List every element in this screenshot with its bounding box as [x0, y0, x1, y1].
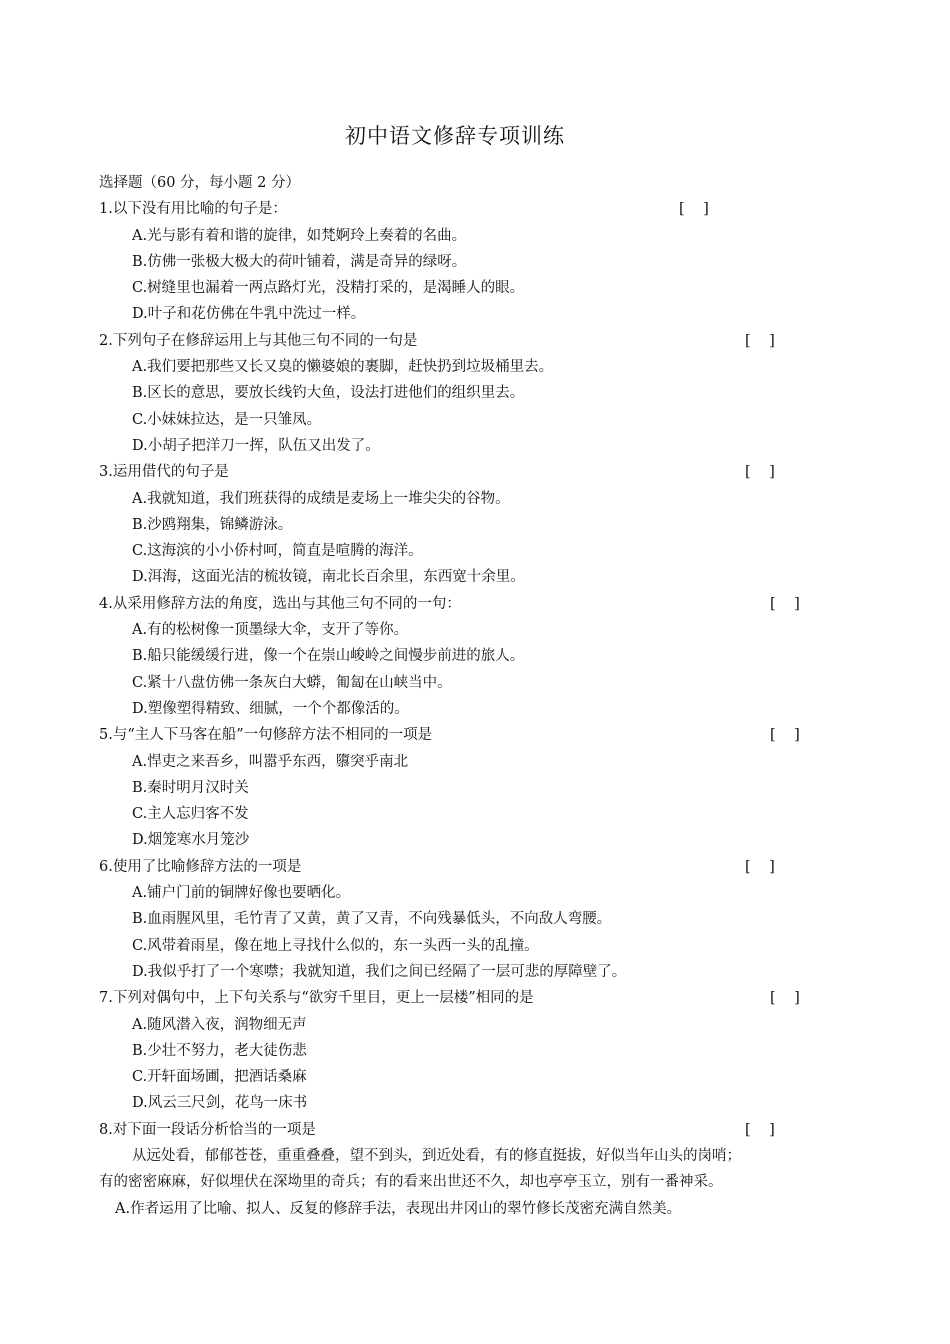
question-6-option-c: C.风带着雨星，像在地上寻找什么似的，东一头西一头的乱撞。 [132, 937, 539, 954]
answer-bracket: [ ] [770, 595, 800, 612]
question-5-option-a: A.悍吏之来吾乡，叫嚣乎东西，隳突乎南北 [132, 753, 409, 770]
question-1-stem [99, 196, 859, 222]
question-7-option-b: B.少壮不努力，老大徒伤悲 [132, 1042, 307, 1059]
question-3-option-a: A.我就知道，我们班获得的成绩是麦场上一堆尖尖的谷物。 [132, 490, 510, 507]
question-4-stem [99, 591, 859, 617]
question-8-passage-line-2: 有的密密麻麻，好似埋伏在深坳里的奇兵；有的看来出世还不久，却也亭亭玉立，别有一番神采。 [99, 1174, 723, 1191]
question-stem-text: 3.运用借代的句子是 [99, 464, 229, 481]
question-3-stem [99, 459, 859, 485]
question-stem-text: 1.以下没有用比喻的句子是： [99, 201, 287, 218]
question-stem-text: 5.与“主人下马客在船”一句修辞方法不相同的一项是 [99, 727, 433, 744]
question-5-option-d: D.烟笼寒水月笼沙 [132, 832, 250, 849]
question-3-option-c: C.这海滨的小小侨村呵，简直是喧腾的海洋。 [132, 543, 423, 560]
question-5-option-c: C.主人忘归客不发 [132, 806, 249, 823]
answer-bracket: [ ] [745, 1121, 775, 1138]
question-4-option-b: B.船只能缓缓行进，像一个在崇山峻岭之间慢步前进的旅人。 [132, 648, 525, 665]
answer-bracket: [ ] [745, 858, 775, 875]
question-2-option-b: B.区长的意思，要放长线钓大鱼，设法打进他们的组织里去。 [132, 385, 525, 402]
question-6-option-b: B.血雨腥风里，毛竹青了又黄，黄了又青，不向残暴低头，不向敌人弯腰。 [132, 911, 612, 928]
question-6-option-a: A.铺户门前的铜牌好像也要晒化。 [132, 885, 351, 902]
question-5-stem [99, 722, 859, 748]
answer-bracket: [ ] [770, 990, 800, 1007]
question-1-option-d: D.叶子和花仿佛在牛乳中洗过一样。 [132, 306, 366, 323]
question-stem-text: 8.对下面一段话分析恰当的一项是 [99, 1121, 316, 1138]
question-stem-text: 6.使用了比喻修辞方法的一项是 [99, 858, 302, 875]
question-2-stem [99, 328, 859, 354]
question-7-option-a: A.随风潜入夜，润物细无声 [132, 1016, 307, 1033]
question-1-option-c: C.树缝里也漏着一两点路灯光，没精打采的，是渴睡人的眼。 [132, 280, 525, 297]
page-title: 初中语文修辞专项训练 [345, 124, 565, 148]
question-6-stem [99, 854, 859, 880]
question-4-option-c: C.紧十八盘仿佛一条灰白大蟒，匍匐在山峡当中。 [132, 674, 452, 691]
question-1-option-b: B.仿佛一张极大极大的荷叶铺着，满是奇异的绿呀。 [132, 253, 467, 270]
question-stem-text: 2.下列句子在修辞运用上与其他三句不同的一句是 [99, 332, 418, 349]
question-7-option-c: C.开轩面场圃，把酒话桑麻 [132, 1069, 307, 1086]
question-2-option-c: C.小妹妹拉达，是一只雏凤。 [132, 411, 322, 428]
question-7-option-d: D.风云三尺剑，花鸟一床书 [132, 1095, 308, 1112]
answer-bracket: [ ] [745, 332, 775, 349]
answer-bracket: [ ] [745, 464, 775, 481]
question-7-stem [99, 985, 859, 1011]
question-8-passage-line-1: 从远处看，郁郁苍苍，重重叠叠，望不到头，到近处看，有的修直挺拔，好似当年山头的岗哨； [132, 1147, 741, 1164]
question-6-option-d: D.我似乎打了一个寒噤；我就知道，我们之间已经隔了一层可悲的厚障壁了。 [132, 963, 627, 980]
answer-bracket: [ ] [679, 201, 709, 218]
section-heading: 选择题（60 分，每小题 2 分） [99, 175, 301, 191]
exam-content [99, 170, 859, 1222]
answer-bracket: [ ] [770, 727, 800, 744]
question-1-option-a: A.光与影有着和谐的旋律，如梵婀玲上奏着的名曲。 [132, 227, 467, 244]
question-4-option-d: D.塑像塑得精致、细腻，一个个都像活的。 [132, 700, 409, 717]
question-stem-text: 4.从采用修辞方法的角度，选出与其他三句不同的一句： [99, 595, 461, 612]
question-2-option-d: D.小胡子把洋刀一挥，队伍又出发了。 [132, 437, 380, 454]
question-3-option-b: B.沙鸥翔集，锦鳞游泳。 [132, 516, 293, 533]
question-5-option-b: B.秦时明月汉时关 [132, 779, 249, 796]
question-stem-text: 7.下列对偶句中，上下句关系与“欲穷千里目，更上一层楼”相同的是 [99, 990, 534, 1007]
question-2-option-a: A.我们要把那些又长又臭的懒婆娘的裹脚，赶快扔到垃圾桶里去。 [132, 359, 554, 376]
question-3-option-d: D.洱海，这面光洁的梳妆镜，南北长百余里，东西宽十余里。 [132, 569, 525, 586]
question-8-stem [99, 1117, 859, 1143]
question-8-option-a: A.作者运用了比喻、拟人、反复的修辞手法，表现出井冈山的翠竹修长茂密充满自然美。 [115, 1200, 682, 1217]
question-4-option-a: A.有的松树像一顶墨绿大伞，支开了等你。 [132, 622, 409, 639]
